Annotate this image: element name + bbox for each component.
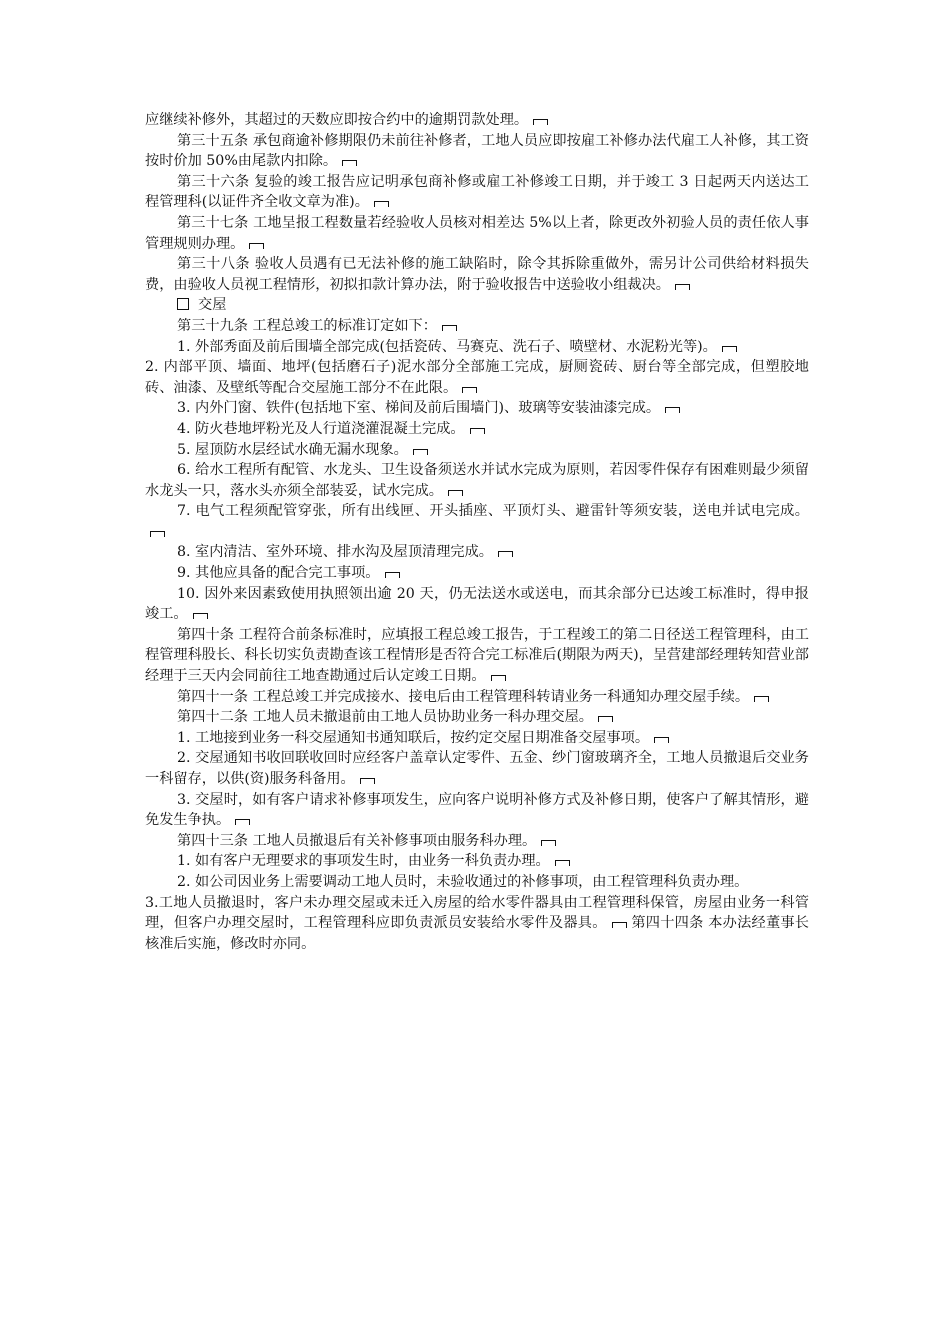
paragraph-mark-icon [598,716,613,722]
paragraph-text: 1. 如有客户无理要求的事项发生时，由业务一科负责办理。 [177,853,550,870]
paragraph-text: 5. 屋顶防水层经试水确无漏水现象。 [177,441,408,458]
article-39 [145,316,809,337]
article-44-text: 第四十四条 本办法经董事长核准后实施，修改时亦同。 [145,915,809,952]
article-41 [145,687,809,708]
article-36 [145,172,809,213]
paragraph-mark-icon [360,778,375,784]
list-item [145,748,809,789]
paragraph-text: 3. 交屋时，如有客户请求补修事项发生，应向客户说明补修方式及补修日期，使客户了解其情形，避免发生争执。 [145,791,809,829]
paragraph-text: 1. 外部秀面及前后围墙全部完成(包括瓷砖、马赛克、洗石子、喷壁材、水泥粉光等)。 [177,338,717,355]
paragraph-text: 2. 内部平顶、墙面、地坪(包括磨石子)泥水部分全部施工完成，厨厕瓷砖、厨台等全部完成，但塑胶地砖、油漆、及壁纸等配合交屋施工部分不在此限。 [145,359,809,396]
paragraph-text: 第三十五条 承包商逾补修期限仍未前往补修者，工地人员应即按雇工补修办法代雇工人补修，其工资按时价加 50%由尾款内扣除。 [145,132,809,170]
article-40 [145,625,809,687]
paragraph-mark-icon [754,696,769,702]
paragraph-mark-icon [722,346,737,352]
paragraph-mark-icon [612,922,627,928]
paragraph-text: 10. 因外来因素致使用执照领出逾 20 天，仍无法送水或送电，而其余部分已达竣工标准时，得申报竣工。 [145,585,809,623]
paragraph-text: 第四十二条 工地人员未撤退前由工地人员协助业务一科办理交屋。 [177,709,593,726]
list-item [145,337,809,358]
list-item [145,501,809,542]
paragraph-text: 应继续补修外，其超过的天数应即按合约中的逾期罚款处理。 [145,112,529,128]
paragraph-mark-icon [448,490,463,496]
paragraph-text: 第三十六条 复验的竣工报告应记明承包商补修或雇工补修竣工日期，并于竣工 3 日起两天内送达工程管理科(以证件齐全收文章为准)。 [145,173,809,211]
list-item [145,440,809,461]
list-item [145,357,809,398]
paragraph-mark-icon [470,428,485,434]
paragraph-mark-icon [150,531,165,537]
article-43 [145,831,809,852]
paragraph-text: 3. 内外门窗、铁件(包括地下室、梯间及前后围墙门)、玻璃等安装油漆完成。 [177,400,661,417]
list-item [145,872,809,893]
document-page [145,110,809,954]
paragraph-mark-icon [249,243,264,249]
paragraph-text: 第四十条 工程符合前条标准时，应填报工程总竣工报告，于工程竣工的第二日径送工程管理科，由工程管理科股长、科长切实负责勘查该工程情形是否符合完工标准后(期限为两天)，呈营建部经理转知营业部经理于三天内会同前往工地查勘通过后认定竣工日期。 [145,626,809,685]
article-38 [145,254,809,295]
paragraph-text: 4. 防火巷地坪粉光及人行道浇灌混凝土完成。 [177,420,465,437]
paragraph-mark-icon [675,284,690,290]
paragraph-text: 6. 给水工程所有配管、水龙头、卫生设备须送水并试水完成为原则，若因零件保存有困难则最少须留水龙头一只，落水头亦须全部装妥，试水完成。 [145,462,809,499]
paragraph [145,110,809,131]
paragraph-mark-icon [533,119,548,125]
paragraph-mark-icon [374,201,389,207]
paragraph-mark-icon [555,860,570,866]
paragraph-mark-icon [498,551,513,557]
paragraph-mark-icon [541,840,556,846]
list-item [145,542,809,563]
paragraph-text: 9. 其他应具备的配合完工事项。 [177,565,380,582]
article-42 [145,707,809,728]
paragraph-text: 2. 交屋通知书收回联收回时应经客户盖章认定零件、五金、纱门窗玻璃齐全，工地人员撤退后交业务一科留存，以供(资)服务科备用。 [145,750,809,787]
paragraph-mark-icon [193,613,208,619]
list-item [145,563,809,584]
checkbox-square-icon [177,298,189,310]
paragraph-text: 第三十八条 验收人员遇有已无法补修的施工缺陷时，除令其拆除重做外，需另计公司供给材料损失费，由验收人员视工程情形，初拟扣款计算办法，附于验收报告中送验收小组裁决。 [145,256,809,293]
article-37 [145,213,809,254]
paragraph-text: 7. 电气工程须配管穿张，所有出线匣、开头插座、平顶灯头、避雷针等须安装，送电并试电完成。 [177,503,809,520]
paragraph-mark-icon [235,819,250,825]
paragraph-mark-icon [665,407,680,413]
paragraph-mark-icon [342,160,357,166]
list-item [145,584,809,625]
paragraph-text: 1. 工地接到业务一科交屋通知书通知联后，按约定交屋日期准备交屋事项。 [177,729,650,746]
paragraph-mark-icon [442,325,457,331]
list-item [145,893,809,955]
paragraph-text: 3.工地人员撤退时，客户未办理交屋或未迁入房屋的给水零件器具由工程管理科保管，房屋由业务一科管理，但客户办理交屋时，工程管理科应即负责派员安装给水零件及器具。 [145,894,809,932]
paragraph-mark-icon [385,572,400,578]
paragraph-mark-icon [491,675,506,681]
paragraph-text: 第四十三条 工地人员撤退后有关补修事项由服务科办理。 [177,832,537,849]
paragraph-text: 第三十七条 工地呈报工程数量若经验收人员核对相差达 5%以上者，除更改外初验人员的责任依人事管理规则办理。 [145,214,809,252]
list-item [145,790,809,831]
paragraph-mark-icon [654,737,669,743]
paragraph-text: 8. 室内清洁、室外环境、排水沟及屋顶清理完成。 [177,544,493,561]
paragraph-mark-icon [413,449,428,455]
paragraph-mark-icon [462,387,477,393]
list-item [145,728,809,749]
section-heading-text: 交屋 [198,297,227,314]
list-item [145,460,809,501]
article-35 [145,131,809,172]
paragraph-text: 第四十一条 工程总竣工并完成接水、接电后由工程管理科转请业务一科通知办理交屋手续。 [177,688,750,705]
paragraph-text: 2. 如公司因业务上需要调动工地人员时，未验收通过的补修事项，由工程管理科负责办理。 [177,873,749,890]
list-item [145,851,809,872]
list-item [145,398,809,419]
list-item [145,419,809,440]
section-heading [145,295,809,316]
paragraph-text: 第三十九条 工程总竣工的标准订定如下： [177,317,437,334]
